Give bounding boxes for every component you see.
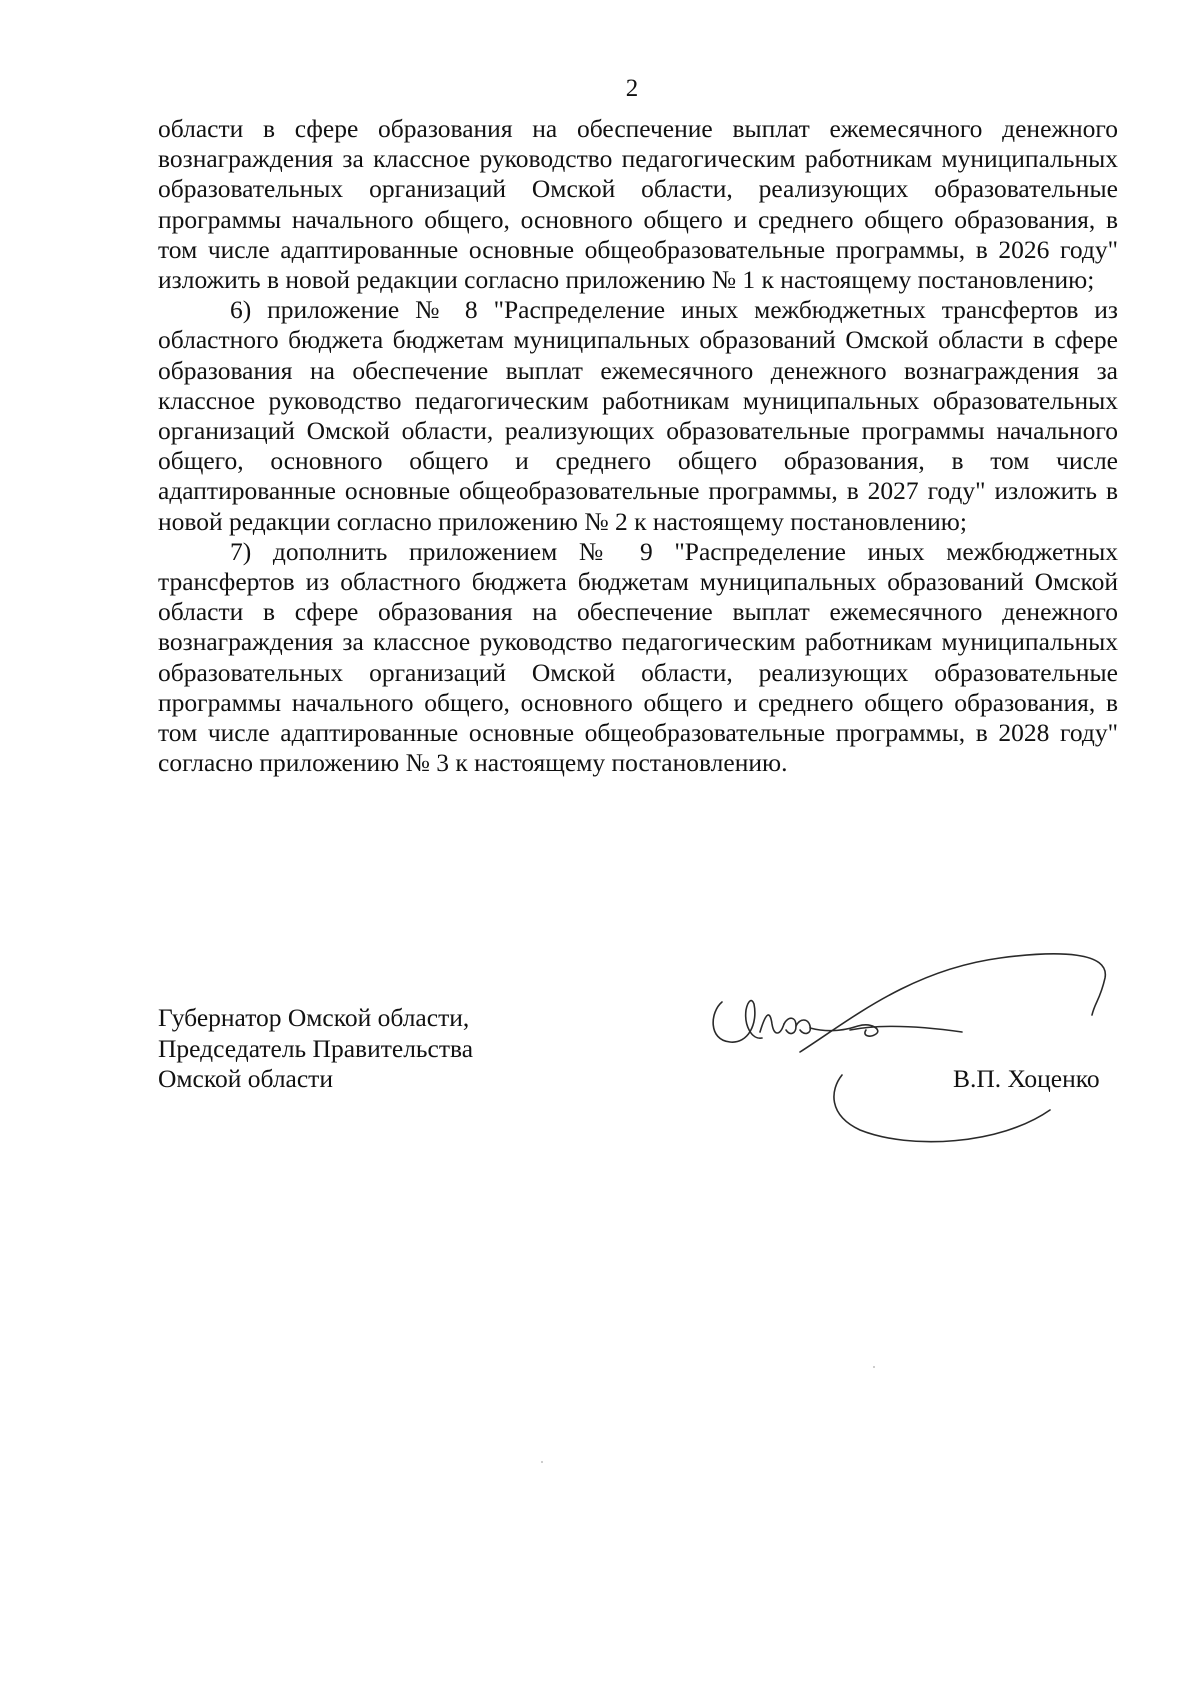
- position-line-3: Омской области: [158, 1064, 333, 1093]
- signatory-name: В.П. Хоценко: [953, 1064, 1100, 1093]
- position-line-2: Председатель Правительства: [158, 1033, 474, 1063]
- signatory-position: [158, 1003, 473, 1095]
- paragraph-item-6: 6) приложение № 8 "Распределение иных межбюджетных трансфертов из областного бюджета бюджетам муниципальных образований Омской области в сфере образования на обеспечение выплат ежемесячного денежного вознаграждения за классное руководство педагогическим работникам муниципальных образовательных организаций Омской области, реализующих образовательные программы начального общего, основного общего и среднего общего образования, в том числе адаптированные основные общеобразовательные программы, в 2027 году" изложить в новой редакции согласно приложению № 2 к настоящему постановлению;: [158, 295, 1118, 536]
- scan-speck: [873, 1366, 875, 1368]
- paragraph-continuation: области в сфере образования на обеспечение выплат ежемесячного денежного вознаграждения за классное руководство педагогическим работникам муниципальных образовательных организаций Омской области, реализующих образовательные программы начального общего, основного общего и среднего общего образования, в том числе адаптированные основные общеобразовательные программы, в 2026 году" изложить в новой редакции согласно приложению № 1 к настоящему постановлению;: [158, 114, 1118, 295]
- handwritten-signature: [700, 940, 1120, 1150]
- paragraph-item-7: 7) дополнить приложением № 9 "Распределение иных межбюджетных трансфертов из областного бюджета бюджетам муниципальных образований Омской области в сфере образования на обеспечение выплат ежемесячного денежного вознаграждения за классное руководство педагогическим работникам муниципальных образовательных организаций Омской области, реализующих образовательные программы начального общего, основного общего и среднего общего образования, в том числе адаптированные основные общеобразовательные программы, в 2028 году" согласно приложению № 3 к настоящему постановлению.: [158, 536, 1118, 778]
- document-body: [158, 114, 1118, 778]
- scan-speck: [541, 1461, 543, 1463]
- page-number: 2: [625, 75, 639, 102]
- position-line-1: Губернатор Омской области,: [158, 1003, 470, 1032]
